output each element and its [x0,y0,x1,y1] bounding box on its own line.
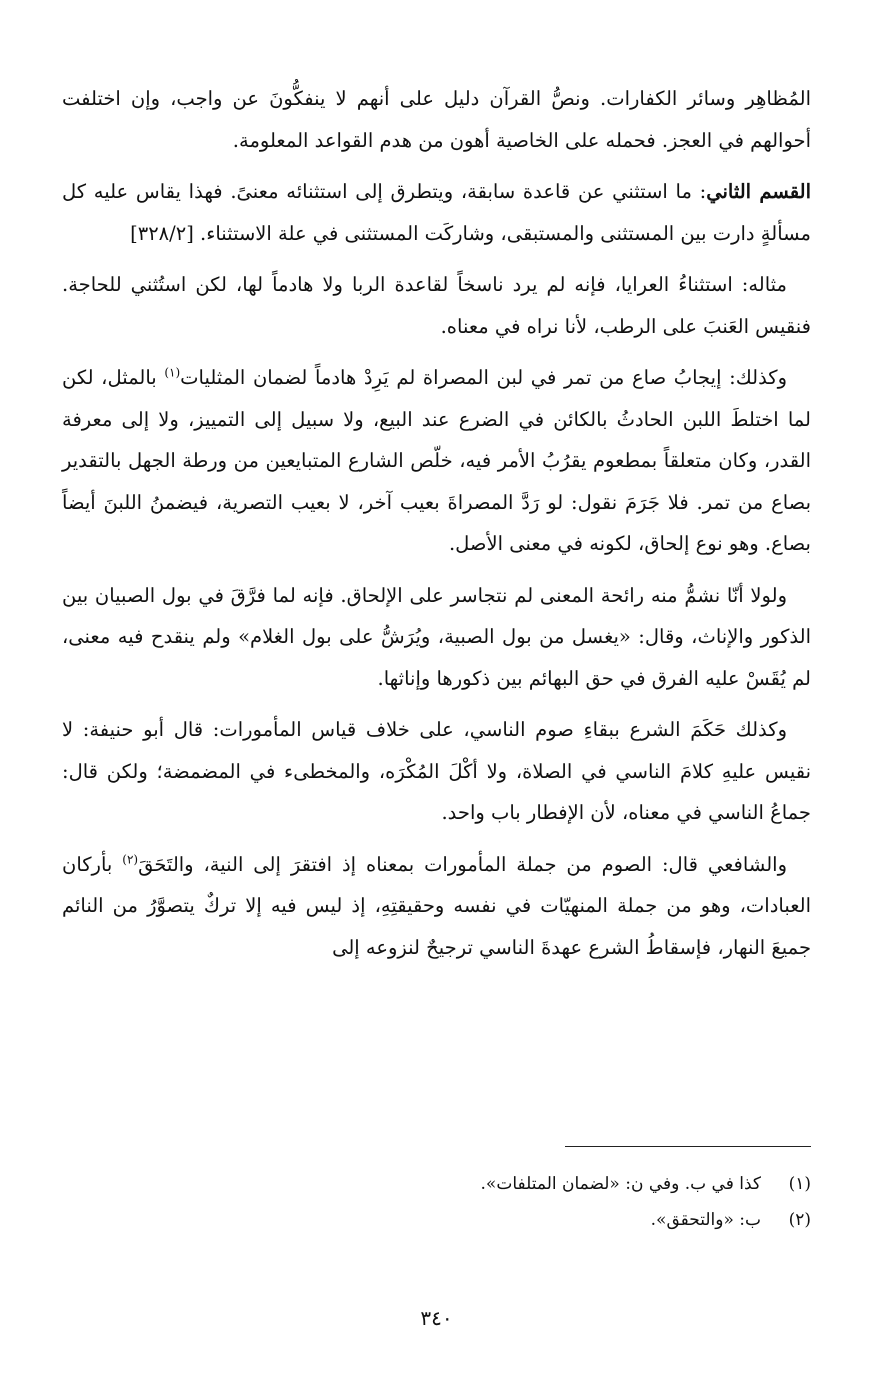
paragraph-text: وكذلك حَكَمَ الشرع ببقاءِ صوم الناسي، على خلاف قياس المأمورات: قال أبو حنيفة: لا نقيس عليهِ كلامَ الناسي في الصلاة، ولا أكْلَ المُكْرَه، والمخطىء في المضمضة؛ ولكن قال: جماعُ الناسي في معناه، لأن الإفطار باب واحد. [62,718,811,824]
paragraph-text: ولولا أنّا نشمُّ منه رائحة المعنى لم نتجاسر على الإلحاق. فإنه لما فرَّقَ في بول الصبيان بين الذكور والإناث، وقال: «يغسل من بول الصبية، ويُرَشُّ على بول الغلام» ولم ينقدح فيه معنى، لم يُقَسْ عليه الفرق في حق البهائم بين ذكورها وإناثها. [62,583,811,690]
footnote-1 [62,1166,811,1202]
paragraph-7 [62,844,811,969]
paragraph-3 [62,264,811,347]
footnote-marker-2[interactable]: (٢) [122,852,139,866]
footnote-marker-1[interactable]: (١) [164,365,181,380]
paragraph-4 [62,357,811,565]
footnote-2 [62,1202,811,1238]
footnotes [62,1166,811,1238]
footnote-separator [565,1146,811,1147]
footnote-number: (٢) [788,1210,811,1230]
footnote-text: كذا في ب. وفي ن: «لضمان المتلفات». [480,1174,761,1194]
footnote-text: ب: «والتحقق». [650,1210,761,1230]
section-heading: القسم الثاني [706,180,811,203]
paragraph-text: وكذلك: إيجابُ صاع من تمر في لبن المصراة لم يَرِدْ هادماً لضمان المثليات [180,366,787,389]
paragraph-text: والشافعي قال: الصوم من جملة المأمورات بمعناه إذ افتقرَ إلى النية، والتَحَقَ [138,852,787,876]
page-number: ٣٤٠ [420,1306,453,1330]
paragraph-text: مثاله: استثناءُ العرايا، فإنه لم يرد ناسخاً لقاعدة الربا ولا هادماً لها، لكن استُثني للحاجة. فنقيس العَنبَ على الرطب، لأنا نراه في معناه. [62,273,811,338]
paragraph-6 [62,709,811,834]
paragraph-5 [62,575,811,700]
paragraph-1 [62,78,811,161]
paragraph-text-continued: بالمثل، لكن لما اختلطَ اللبن الحادثُ بالكائن في الضرع عند البيع، ولا سبيل إلى التمييز، ولا إلى معرفة القدر، وكان متعلقاً بمطعوم يقرُبُ الأمر فيه، خلّص الشارع المتبايعين من ورطة الجهل بالتقدير بصاع من تمر. فلا جَرَمَ نقول: لو رَدَّ المصراةَ بعيب آخر، لا بعيب التصرية، فيضمنُ اللبنَ أيضاً بصاع. وهو نوع إلحاق، لكونه في معنى الأصل. [62,366,811,555]
paragraph-text: المُظاهِر وسائر الكفارات. ونصُّ القرآن دليل على أنهم لا ينفكُّونَ عن واجب، وإن اختلفت أحوالهم في العجز. فحمله على الخاصية أهون من هدم القواعد المعلومة. [62,87,811,152]
paragraph-text: : ما استثني عن قاعدة سابقة، ويتطرق إلى استثنائه معنىً. فهذا يقاس عليه كل مسألةٍ دارت بين المستثنى والمستبقى، وشاركَت المستثنى في علة الاستثناء. [٣٢٨/٢] [62,180,811,245]
paragraph-text-continued: بأركان العبادات، وهو من جملة المنهيّات في نفسه وحقيقتِهِ، إذ ليس فيه إلا تركٌ يتصوَّرُ من النائم جميعَ النهار، فإسقاطُ الشرع عهدةَ الناسي ترجيحٌ لنزوعه إلى [62,852,811,959]
main-text [62,78,811,968]
footnote-number: (١) [788,1174,811,1194]
paragraph-2 [62,171,811,254]
